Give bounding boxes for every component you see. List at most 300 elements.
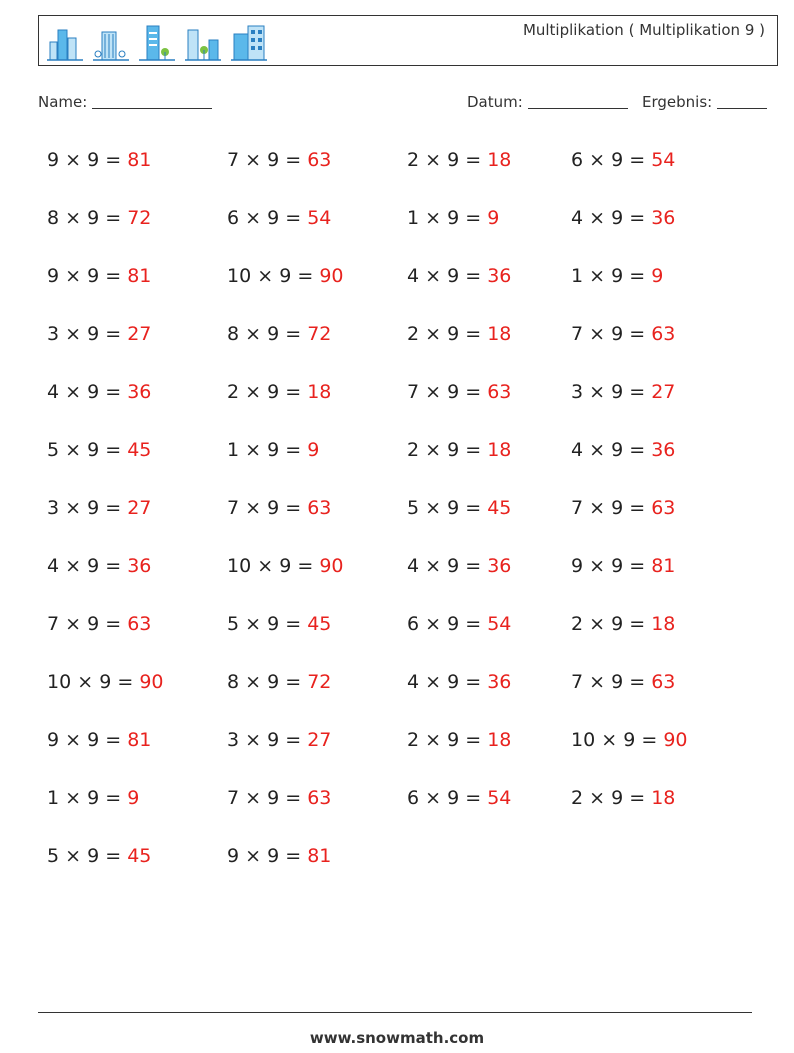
equals-sign: = bbox=[285, 671, 302, 693]
factor-b: 9 bbox=[87, 323, 100, 345]
city-buildings-icon bbox=[93, 22, 129, 62]
answer: 9 bbox=[127, 787, 140, 809]
operator: × bbox=[65, 729, 82, 751]
factor-b: 9 bbox=[267, 439, 280, 461]
operator: × bbox=[65, 265, 82, 287]
factor-a: 2 bbox=[571, 787, 584, 809]
equals-sign: = bbox=[465, 555, 482, 577]
factor-b: 9 bbox=[611, 381, 624, 403]
factor-a: 4 bbox=[47, 381, 60, 403]
factor-b: 9 bbox=[611, 555, 624, 577]
equals-sign: = bbox=[465, 207, 482, 229]
problem-item bbox=[407, 555, 511, 577]
operator: × bbox=[77, 671, 94, 693]
factor-b: 9 bbox=[267, 497, 280, 519]
equals-sign: = bbox=[285, 729, 302, 751]
operator: × bbox=[425, 439, 442, 461]
operator: × bbox=[589, 381, 606, 403]
factor-a: 10 bbox=[227, 265, 252, 287]
operator: × bbox=[245, 845, 262, 867]
factor-a: 7 bbox=[571, 497, 584, 519]
problem-item bbox=[571, 323, 675, 345]
problem-item bbox=[47, 439, 151, 461]
equals-sign: = bbox=[629, 613, 646, 635]
operator: × bbox=[425, 207, 442, 229]
operator: × bbox=[257, 265, 274, 287]
result-label: Ergebnis: bbox=[642, 93, 713, 111]
factor-a: 2 bbox=[227, 381, 240, 403]
equals-sign: = bbox=[105, 323, 122, 345]
operator: × bbox=[589, 207, 606, 229]
answer: 18 bbox=[487, 149, 512, 171]
factor-a: 8 bbox=[227, 323, 240, 345]
equals-sign: = bbox=[285, 787, 302, 809]
answer: 54 bbox=[307, 207, 332, 229]
factor-a: 4 bbox=[571, 207, 584, 229]
problem-item bbox=[47, 671, 164, 693]
equals-sign: = bbox=[629, 439, 646, 461]
equals-sign: = bbox=[465, 439, 482, 461]
equals-sign: = bbox=[465, 323, 482, 345]
answer: 72 bbox=[127, 207, 152, 229]
equals-sign: = bbox=[285, 323, 302, 345]
date-blank-line[interactable] bbox=[528, 92, 628, 109]
answer: 9 bbox=[307, 439, 320, 461]
operator: × bbox=[245, 729, 262, 751]
factor-b: 9 bbox=[447, 381, 460, 403]
operator: × bbox=[245, 149, 262, 171]
factor-b: 9 bbox=[611, 613, 624, 635]
answer: 81 bbox=[307, 845, 332, 867]
name-blank-line[interactable] bbox=[92, 92, 212, 109]
answer: 63 bbox=[487, 381, 512, 403]
problem-item bbox=[227, 381, 331, 403]
factor-a: 2 bbox=[407, 323, 420, 345]
factor-b: 9 bbox=[87, 729, 100, 751]
factor-b: 9 bbox=[611, 787, 624, 809]
factor-a: 9 bbox=[571, 555, 584, 577]
factor-b: 9 bbox=[267, 729, 280, 751]
operator: × bbox=[245, 497, 262, 519]
factor-a: 7 bbox=[407, 381, 420, 403]
equals-sign: = bbox=[105, 613, 122, 635]
worksheet-title: Multiplikation ( Multiplikation 9 ) bbox=[522, 21, 765, 39]
equals-sign: = bbox=[105, 729, 122, 751]
factor-b: 9 bbox=[267, 323, 280, 345]
equals-sign: = bbox=[285, 613, 302, 635]
equals-sign: = bbox=[285, 439, 302, 461]
answer: 18 bbox=[651, 787, 676, 809]
factor-a: 2 bbox=[407, 729, 420, 751]
problem-item bbox=[407, 381, 511, 403]
factor-a: 8 bbox=[47, 207, 60, 229]
city-buildings-icon bbox=[139, 22, 175, 62]
operator: × bbox=[65, 497, 82, 519]
equals-sign: = bbox=[465, 381, 482, 403]
answer: 27 bbox=[127, 323, 152, 345]
answer: 36 bbox=[487, 671, 512, 693]
operator: × bbox=[425, 149, 442, 171]
equals-sign: = bbox=[285, 207, 302, 229]
equals-sign: = bbox=[465, 497, 482, 519]
equals-sign: = bbox=[297, 555, 314, 577]
operator: × bbox=[65, 323, 82, 345]
problem-item bbox=[407, 439, 511, 461]
operator: × bbox=[589, 439, 606, 461]
operator: × bbox=[589, 323, 606, 345]
problem-item bbox=[407, 671, 511, 693]
answer: 90 bbox=[319, 265, 344, 287]
factor-a: 5 bbox=[47, 845, 60, 867]
equals-sign: = bbox=[629, 555, 646, 577]
operator: × bbox=[425, 787, 442, 809]
factor-a: 3 bbox=[47, 323, 60, 345]
operator: × bbox=[601, 729, 618, 751]
problem-item bbox=[227, 845, 331, 867]
factor-a: 9 bbox=[47, 265, 60, 287]
factor-b: 9 bbox=[87, 207, 100, 229]
answer: 18 bbox=[307, 381, 332, 403]
factor-b: 9 bbox=[267, 845, 280, 867]
answer: 27 bbox=[651, 381, 676, 403]
factor-a: 6 bbox=[227, 207, 240, 229]
factor-a: 7 bbox=[227, 149, 240, 171]
factor-b: 9 bbox=[623, 729, 636, 751]
factor-a: 5 bbox=[47, 439, 60, 461]
operator: × bbox=[65, 555, 82, 577]
factor-a: 6 bbox=[407, 613, 420, 635]
factor-b: 9 bbox=[611, 439, 624, 461]
equals-sign: = bbox=[285, 497, 302, 519]
factor-b: 9 bbox=[87, 265, 100, 287]
factor-a: 10 bbox=[47, 671, 72, 693]
problem-item bbox=[227, 497, 331, 519]
problem-item bbox=[571, 787, 675, 809]
equals-sign: = bbox=[117, 671, 134, 693]
equals-sign: = bbox=[629, 671, 646, 693]
operator: × bbox=[65, 207, 82, 229]
operator: × bbox=[589, 555, 606, 577]
factor-b: 9 bbox=[87, 613, 100, 635]
answer: 27 bbox=[307, 729, 332, 751]
factor-b: 9 bbox=[267, 207, 280, 229]
factor-b: 9 bbox=[447, 555, 460, 577]
operator: × bbox=[65, 787, 82, 809]
date-field[interactable] bbox=[467, 92, 628, 111]
problem-item bbox=[47, 207, 151, 229]
answer: 72 bbox=[307, 323, 332, 345]
answer: 63 bbox=[651, 671, 676, 693]
answer: 36 bbox=[487, 555, 512, 577]
operator: × bbox=[245, 787, 262, 809]
answer: 90 bbox=[663, 729, 688, 751]
problem-item bbox=[571, 613, 675, 635]
factor-a: 9 bbox=[227, 845, 240, 867]
equals-sign: = bbox=[105, 207, 122, 229]
operator: × bbox=[425, 323, 442, 345]
equals-sign: = bbox=[465, 265, 482, 287]
factor-a: 1 bbox=[407, 207, 420, 229]
problem-item bbox=[47, 555, 151, 577]
equals-sign: = bbox=[105, 149, 122, 171]
factor-a: 2 bbox=[407, 149, 420, 171]
equals-sign: = bbox=[641, 729, 658, 751]
equals-sign: = bbox=[285, 149, 302, 171]
problem-item bbox=[227, 787, 331, 809]
factor-b: 9 bbox=[447, 729, 460, 751]
factor-b: 9 bbox=[611, 497, 624, 519]
problem-item bbox=[227, 265, 344, 287]
factor-b: 9 bbox=[87, 149, 100, 171]
problem-item bbox=[227, 149, 331, 171]
factor-b: 9 bbox=[447, 671, 460, 693]
equals-sign: = bbox=[105, 497, 122, 519]
answer: 36 bbox=[127, 381, 152, 403]
problem-item bbox=[227, 207, 331, 229]
problem-item bbox=[571, 497, 675, 519]
factor-b: 9 bbox=[447, 439, 460, 461]
problem-item bbox=[227, 555, 344, 577]
equals-sign: = bbox=[465, 729, 482, 751]
equals-sign: = bbox=[629, 149, 646, 171]
factor-a: 1 bbox=[227, 439, 240, 461]
equals-sign: = bbox=[105, 439, 122, 461]
problem-item bbox=[227, 671, 331, 693]
answer: 45 bbox=[127, 439, 152, 461]
factor-a: 7 bbox=[571, 671, 584, 693]
factor-a: 3 bbox=[571, 381, 584, 403]
problem-item bbox=[571, 729, 688, 751]
answer: 63 bbox=[651, 323, 676, 345]
problem-item bbox=[227, 439, 319, 461]
city-buildings-icon bbox=[185, 22, 221, 62]
problem-item bbox=[571, 381, 675, 403]
factor-a: 7 bbox=[227, 787, 240, 809]
answer: 36 bbox=[651, 207, 676, 229]
factor-b: 9 bbox=[447, 613, 460, 635]
factor-a: 10 bbox=[227, 555, 252, 577]
factor-a: 10 bbox=[571, 729, 596, 751]
answer: 9 bbox=[651, 265, 664, 287]
problem-item bbox=[47, 381, 151, 403]
factor-b: 9 bbox=[267, 381, 280, 403]
equals-sign: = bbox=[465, 671, 482, 693]
factor-a: 7 bbox=[227, 497, 240, 519]
equals-sign: = bbox=[105, 555, 122, 577]
answer: 90 bbox=[139, 671, 164, 693]
factor-b: 9 bbox=[267, 787, 280, 809]
operator: × bbox=[257, 555, 274, 577]
equals-sign: = bbox=[629, 265, 646, 287]
problem-item bbox=[407, 613, 511, 635]
answer: 90 bbox=[319, 555, 344, 577]
equals-sign: = bbox=[629, 381, 646, 403]
problem-item bbox=[47, 845, 151, 867]
factor-b: 9 bbox=[611, 323, 624, 345]
equals-sign: = bbox=[105, 845, 122, 867]
answer: 45 bbox=[307, 613, 332, 635]
operator: × bbox=[245, 671, 262, 693]
answer: 81 bbox=[651, 555, 676, 577]
equals-sign: = bbox=[629, 323, 646, 345]
answer: 63 bbox=[651, 497, 676, 519]
header-box bbox=[38, 15, 778, 66]
factor-b: 9 bbox=[267, 613, 280, 635]
operator: × bbox=[245, 439, 262, 461]
problem-item bbox=[47, 613, 151, 635]
answer: 63 bbox=[307, 787, 332, 809]
operator: × bbox=[589, 149, 606, 171]
answer: 18 bbox=[651, 613, 676, 635]
factor-b: 9 bbox=[611, 207, 624, 229]
answer: 18 bbox=[487, 439, 512, 461]
operator: × bbox=[65, 439, 82, 461]
operator: × bbox=[65, 845, 82, 867]
factor-b: 9 bbox=[611, 149, 624, 171]
footer-url[interactable]: www.snowmath.com bbox=[309, 1029, 485, 1047]
name-label: Name: bbox=[38, 93, 88, 111]
equals-sign: = bbox=[465, 787, 482, 809]
answer: 54 bbox=[487, 787, 512, 809]
equals-sign: = bbox=[465, 149, 482, 171]
factor-b: 9 bbox=[447, 323, 460, 345]
footer-divider bbox=[38, 1012, 752, 1013]
answer: 63 bbox=[307, 497, 332, 519]
factor-a: 2 bbox=[571, 613, 584, 635]
answer: 27 bbox=[127, 497, 152, 519]
factor-a: 9 bbox=[47, 729, 60, 751]
factor-b: 9 bbox=[611, 265, 624, 287]
operator: × bbox=[425, 497, 442, 519]
operator: × bbox=[65, 613, 82, 635]
problem-item bbox=[407, 497, 511, 519]
result-blank-line[interactable] bbox=[717, 92, 767, 109]
factor-a: 8 bbox=[227, 671, 240, 693]
answer: 81 bbox=[127, 729, 152, 751]
answer: 36 bbox=[651, 439, 676, 461]
answer: 9 bbox=[487, 207, 500, 229]
factor-b: 9 bbox=[87, 497, 100, 519]
factor-a: 5 bbox=[227, 613, 240, 635]
factor-a: 6 bbox=[407, 787, 420, 809]
factor-b: 9 bbox=[87, 439, 100, 461]
factor-b: 9 bbox=[87, 381, 100, 403]
operator: × bbox=[65, 381, 82, 403]
factor-a: 1 bbox=[571, 265, 584, 287]
equals-sign: = bbox=[629, 787, 646, 809]
answer: 63 bbox=[307, 149, 332, 171]
factor-a: 4 bbox=[407, 671, 420, 693]
operator: × bbox=[425, 555, 442, 577]
factor-b: 9 bbox=[447, 207, 460, 229]
problem-item bbox=[571, 149, 675, 171]
factor-a: 7 bbox=[571, 323, 584, 345]
answer: 36 bbox=[127, 555, 152, 577]
factor-a: 4 bbox=[407, 555, 420, 577]
answer: 81 bbox=[127, 149, 152, 171]
operator: × bbox=[589, 497, 606, 519]
equals-sign: = bbox=[629, 497, 646, 519]
problem-item bbox=[407, 265, 511, 287]
operator: × bbox=[589, 787, 606, 809]
equals-sign: = bbox=[105, 381, 122, 403]
problem-item bbox=[407, 787, 511, 809]
factor-b: 9 bbox=[267, 671, 280, 693]
problem-item bbox=[47, 729, 151, 751]
operator: × bbox=[589, 613, 606, 635]
problem-item bbox=[571, 439, 675, 461]
factor-b: 9 bbox=[87, 555, 100, 577]
operator: × bbox=[245, 323, 262, 345]
city-buildings-icon bbox=[231, 22, 267, 62]
city-buildings-icon bbox=[47, 22, 83, 62]
factor-a: 6 bbox=[571, 149, 584, 171]
answer: 18 bbox=[487, 729, 512, 751]
factor-b: 9 bbox=[267, 149, 280, 171]
equals-sign: = bbox=[629, 207, 646, 229]
equals-sign: = bbox=[297, 265, 314, 287]
equals-sign: = bbox=[285, 381, 302, 403]
date-label: Datum: bbox=[467, 93, 523, 111]
equals-sign: = bbox=[105, 265, 122, 287]
operator: × bbox=[589, 265, 606, 287]
problem-item bbox=[227, 323, 331, 345]
factor-b: 9 bbox=[611, 671, 624, 693]
name-field[interactable] bbox=[38, 92, 212, 111]
factor-b: 9 bbox=[279, 555, 292, 577]
factor-b: 9 bbox=[279, 265, 292, 287]
factor-a: 5 bbox=[407, 497, 420, 519]
problem-item bbox=[407, 149, 511, 171]
factor-b: 9 bbox=[99, 671, 112, 693]
operator: × bbox=[425, 613, 442, 635]
answer: 54 bbox=[487, 613, 512, 635]
factor-a: 7 bbox=[47, 613, 60, 635]
result-field[interactable] bbox=[642, 92, 767, 111]
operator: × bbox=[245, 207, 262, 229]
answer: 72 bbox=[307, 671, 332, 693]
problem-item bbox=[571, 207, 675, 229]
answer: 81 bbox=[127, 265, 152, 287]
factor-b: 9 bbox=[447, 149, 460, 171]
problem-item bbox=[407, 729, 511, 751]
factor-a: 3 bbox=[47, 497, 60, 519]
problem-item bbox=[47, 497, 151, 519]
problem-item bbox=[47, 323, 151, 345]
factor-a: 4 bbox=[407, 265, 420, 287]
equals-sign: = bbox=[285, 845, 302, 867]
factor-a: 1 bbox=[47, 787, 60, 809]
answer: 54 bbox=[651, 149, 676, 171]
factor-a: 4 bbox=[571, 439, 584, 461]
answer: 18 bbox=[487, 323, 512, 345]
factor-a: 2 bbox=[407, 439, 420, 461]
equals-sign: = bbox=[105, 787, 122, 809]
problem-item bbox=[47, 265, 151, 287]
factor-a: 4 bbox=[47, 555, 60, 577]
factor-b: 9 bbox=[87, 787, 100, 809]
problem-item bbox=[571, 265, 663, 287]
problem-item bbox=[47, 787, 139, 809]
operator: × bbox=[425, 381, 442, 403]
problem-item bbox=[407, 207, 499, 229]
answer: 63 bbox=[127, 613, 152, 635]
factor-b: 9 bbox=[447, 265, 460, 287]
factor-b: 9 bbox=[447, 497, 460, 519]
problem-item bbox=[227, 613, 331, 635]
operator: × bbox=[425, 265, 442, 287]
problem-item bbox=[227, 729, 331, 751]
